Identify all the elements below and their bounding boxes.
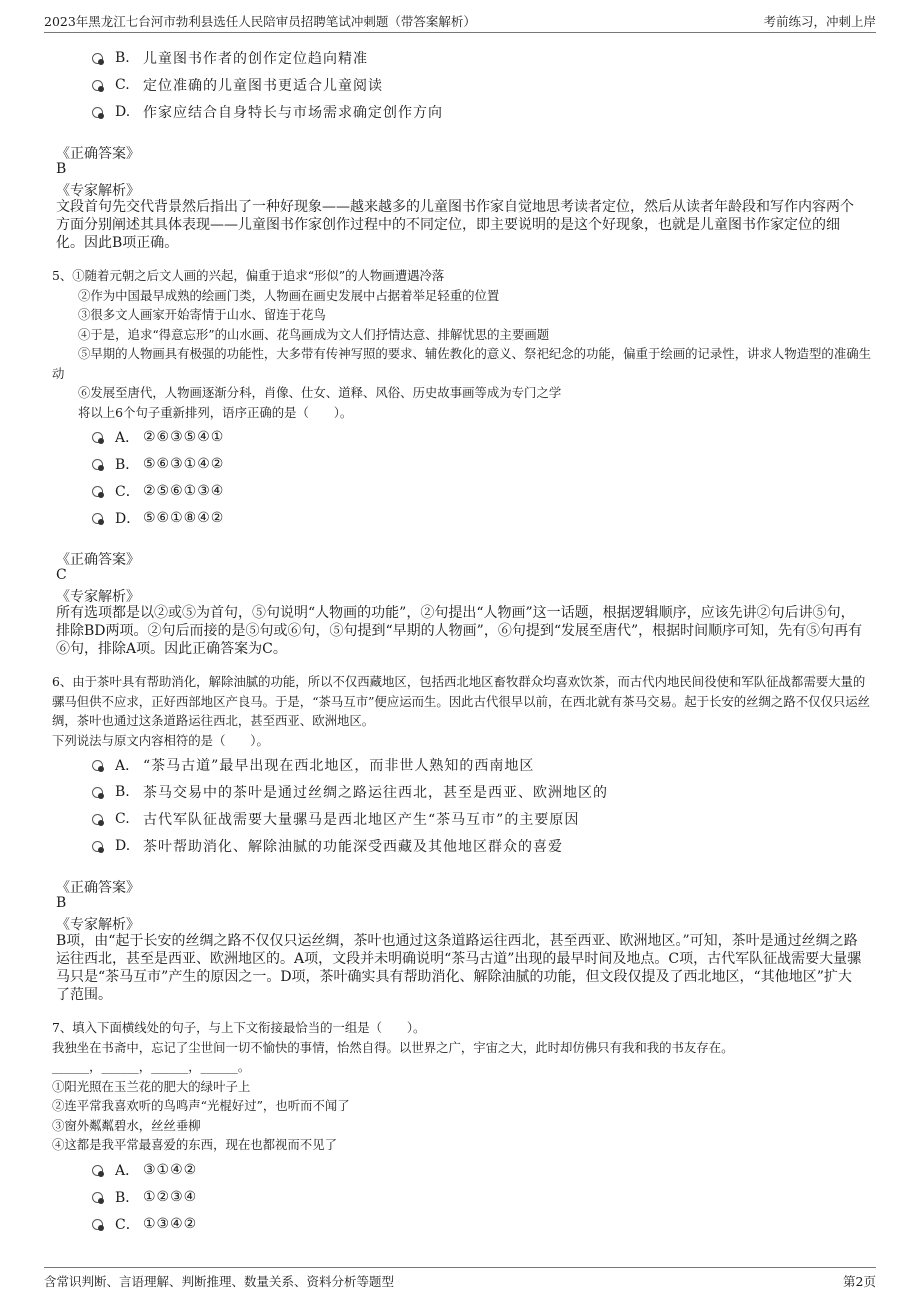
q5-correct-answer: C [56, 567, 67, 583]
q4-correct-answer: B [56, 161, 67, 177]
radio-icon[interactable] [92, 760, 103, 771]
option-letter: B． [115, 457, 140, 473]
q5-option-a[interactable] [92, 427, 224, 447]
q7-option-c[interactable] [92, 1214, 197, 1234]
option-text: ②⑤⑥①③④ [143, 483, 225, 499]
q6-option-c[interactable] [92, 809, 579, 829]
radio-icon[interactable] [92, 80, 103, 91]
option-text: ③①④② [143, 1162, 198, 1178]
header-divider [44, 32, 876, 33]
radio-icon[interactable] [92, 432, 103, 443]
page-footer [44, 1272, 876, 1290]
option-letter: D． [115, 511, 141, 527]
radio-icon[interactable] [92, 787, 103, 798]
q6-correct-answer: B [56, 895, 67, 911]
q7-sentence-1: ①阳光照在玉兰花的肥大的绿叶子上 [52, 1078, 251, 1094]
footer-note: 含常识判断、言语理解、判断推理、数量关系、资料分析等题型 [44, 1274, 395, 1289]
radio-icon[interactable] [92, 107, 103, 118]
page-number: 第2页 [843, 1274, 876, 1289]
document-title: 2023年黑龙江七台河市勃利县选任人民陪审员招聘笔试冲刺题（带答案解析） [44, 14, 476, 29]
q7-option-a[interactable] [92, 1160, 197, 1180]
q4-option-b[interactable] [92, 48, 368, 68]
q5-sentence-4: ④于是，追求“得意忘形”的山水画、花鸟画成为文人们抒情达意、排解忧思的主要画题 [78, 326, 550, 342]
q7-stem: 7、填入下面横线处的句子，与上下文衔接最恰当的一组是（ ）。 [52, 1020, 426, 1035]
footer-divider [44, 1267, 876, 1268]
q5-option-c[interactable] [92, 481, 224, 501]
q7-passage: 我独坐在书斋中，忘记了尘世间一切不愉快的事情，怡然自得。以世界之广，宇宙之大，此时却仿佛只有我和我的书友存在。 [52, 1039, 734, 1055]
radio-icon[interactable] [92, 1219, 103, 1230]
option-text: 茶马交易中的茶叶是通过丝绸之路运往西北，甚至是西亚、欧洲地区的 [143, 785, 608, 801]
option-text: ⑤⑥③①④② [143, 456, 225, 472]
q4-analysis: 文段首句先交代背景然后指出了一种好现象——越来越多的儿童图书作家自觉地思考读者定位，然后从读者年龄段和写作内容两个方面分别阐述其具体表现——儿童图书作家创作过程中的不同定位，即主要说明的是这个好现象，也就是儿童图书作家定位的细化。因此B项正确。 [56, 199, 854, 251]
option-letter: D. [115, 104, 131, 120]
q5-sentence-6: ⑥发展至唐代，人物画逐渐分科，肖像、仕女、道释、风俗、历史故事画等成为专门之学 [78, 385, 562, 400]
q5-expert-analysis-label: 《专家解析》 [56, 589, 140, 605]
option-text: ①②③④ [143, 1189, 198, 1205]
q5-stem-block [52, 266, 872, 422]
q4-option-c[interactable] [92, 75, 383, 95]
option-letter: D. [115, 838, 131, 854]
option-letter: A． [115, 1163, 140, 1179]
radio-icon[interactable] [92, 814, 103, 825]
q5-option-d[interactable] [92, 508, 224, 528]
q4-expert-analysis-label: 《专家解析》 [56, 183, 140, 199]
option-text: 古代军队征战需要大量骡马是西北地区产生“茶马互市”的主要原因 [143, 812, 580, 828]
q6-correct-answer-label: 《正确答案》 [56, 880, 140, 896]
q4-correct-answer-label: 《正确答案》 [56, 146, 140, 162]
q6-expert-analysis-label: 《专家解析》 [56, 917, 140, 933]
radio-icon[interactable] [92, 1192, 103, 1203]
q7-sentence-2: ②连平常我喜欢听的鸟鸣声“光棍好过”，也听而不闻了 [52, 1098, 350, 1113]
q5-sentence-5: ⑤早期的人物画具有极强的功能性，大多带有传神写照的要求、辅佐教化的意义、祭祀纪念的功能，偏重于绘画的记录性，讲求人物造型的准确生动 [52, 346, 871, 381]
radio-icon[interactable] [92, 513, 103, 524]
q6-stem-block [52, 672, 872, 750]
q7-blanks: ______，______，______，______。 [52, 1059, 251, 1074]
q7-option-b[interactable] [92, 1187, 197, 1207]
q6-option-d[interactable] [92, 836, 563, 856]
page-header [44, 12, 876, 30]
header-slogan: 考前练习，冲刺上岸 [763, 14, 876, 29]
option-text: 茶叶帮助消化、解除油腻的功能深受西藏及其他地区群众的喜爱 [143, 839, 563, 855]
q6-analysis: B项，由“起于长安的丝绸之路不仅仅只运丝绸，茶叶也通过这条道路运往西北，甚至西亚、欧洲地区。”可知，茶叶是通过丝绸之路运往西北，甚至是西亚、欧洲地区的。A项，文段并未明确说明“茶马古道”出现的最早时间及地点。C项，古代军队征战需要大量骡马只是“茶马互市”产生的原因之一。D项，茶叶确实具有帮助消化、解除油腻的功能，但文段仅提及了西北地区，“其他地区”扩大了范围。 [56, 933, 862, 1003]
option-text: 儿童图书作者的创作定位趋向精准 [143, 51, 368, 67]
option-text: 定位准确的儿童图书更适合儿童阅读 [143, 78, 383, 94]
option-text: ①③④② [143, 1216, 198, 1232]
radio-icon[interactable] [92, 53, 103, 64]
option-letter: C. [115, 77, 130, 93]
option-letter: C. [115, 811, 130, 827]
q4-option-d[interactable] [92, 102, 443, 122]
q7-sentence-4: ④这都是我平常最喜爱的东西，现在也都视而不见了 [52, 1137, 337, 1152]
option-letter: B. [115, 50, 130, 66]
q5-option-b[interactable] [92, 454, 224, 474]
option-text: ②⑥③⑤④① [143, 429, 225, 445]
q7-sentence-3: ③窗外粼粼碧水，丝丝垂柳 [52, 1117, 201, 1133]
q6-option-b[interactable] [92, 782, 608, 802]
option-letter: B． [115, 1190, 140, 1206]
option-text: 作家应结合自身特长与市场需求确定创作方向 [143, 105, 443, 121]
option-letter: A． [115, 758, 140, 774]
radio-icon[interactable] [92, 1165, 103, 1176]
radio-icon[interactable] [92, 841, 103, 852]
q5-correct-answer-label: 《正确答案》 [56, 552, 140, 568]
q7-stem-block [52, 1018, 872, 1155]
option-text: “茶马古道”最早出现在西北地区，而非世人熟知的西南地区 [143, 758, 535, 774]
option-letter: C． [115, 1217, 140, 1233]
option-text: ⑤⑥①⑧④② [143, 510, 225, 526]
radio-icon[interactable] [92, 486, 103, 497]
q5-sentence-2: ②作为中国最早成熟的绘画门类，人物画在画史发展中占据着举足轻重的位置 [78, 287, 500, 303]
q6-option-a[interactable] [92, 755, 534, 775]
radio-icon[interactable] [92, 459, 103, 470]
q5-sentence-3: ③很多文人画家开始寄情于山水、留连于花鸟 [78, 307, 326, 322]
q6-stem: 6、由于茶叶具有帮助消化，解除油腻的功能，所以不仅西藏地区，包括西北地区畜牧群众均喜欢饮茶，而古代内地民间役使和军队征战都需要大量的骡马但供不应求，正好西部地区产良马。于是，“茶马互市”便应运而生。因此古代很早以前，在西北就有茶马交易。起于长安的丝绸之路不仅仅只运丝绸，茶叶也通过这条道路运往西北，甚至西亚、欧洲地区。 [52, 674, 871, 728]
option-letter: B. [115, 784, 130, 800]
q5-stem: 5、①随着元朝之后文人画的兴起，偏重于追求“形似”的人物画遭遇冷落 [52, 268, 445, 283]
q5-question: 将以上6个句子重新排列，语序正确的是（ ）。 [78, 404, 353, 420]
option-letter: A． [115, 430, 140, 446]
q6-question: 下列说法与原文内容相符的是（ ）。 [52, 732, 269, 748]
q5-analysis: 所有选项都是以②或⑤为首句，⑤句说明“人物画的功能”，②句提出“人物画”这一话题，根据逻辑顺序，应该先讲②句后讲⑤句，排除BD两项。②句后而接的是⑤句或⑥句，⑤句提到“早期的人物画”，⑥句提到“发展至唐代”，根据时间顺序可知，先有⑤句再有⑥句，排除A项。因此正确答案为C。 [56, 605, 863, 657]
option-letter: C． [115, 484, 140, 500]
